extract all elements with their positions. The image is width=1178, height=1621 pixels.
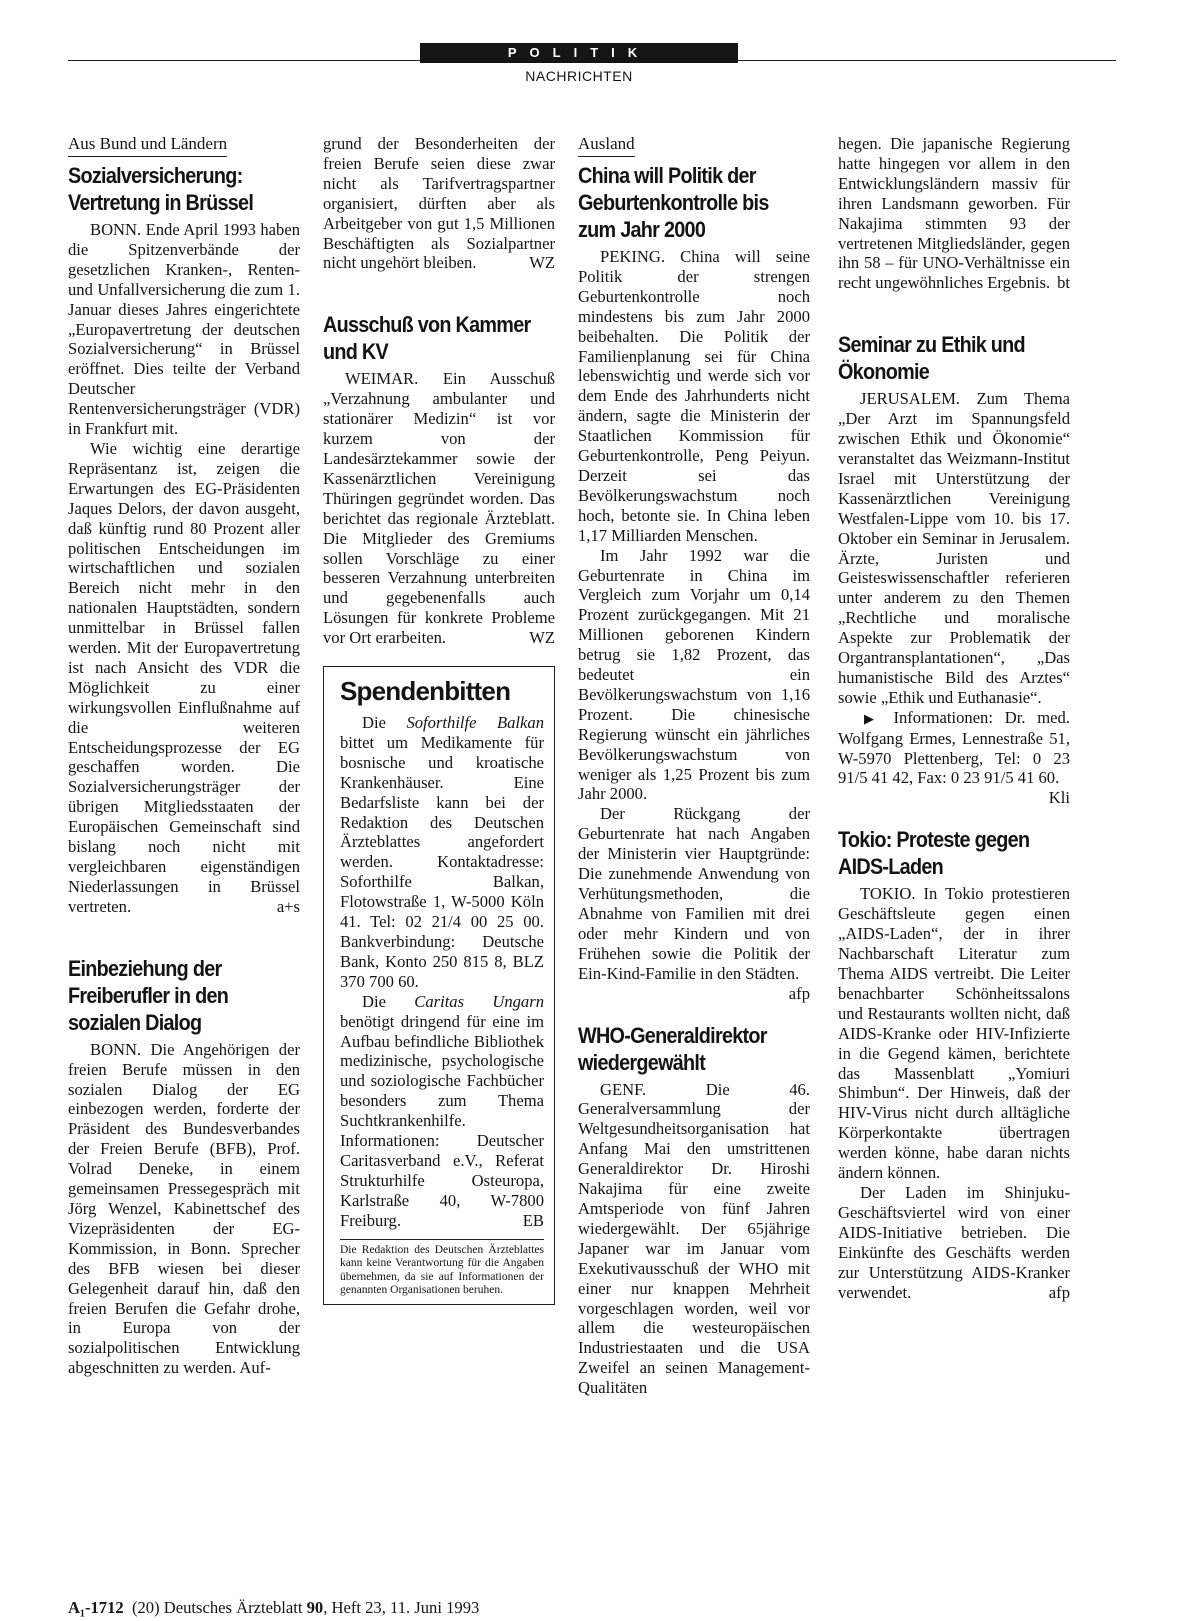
author-signature: WZ xyxy=(529,628,555,648)
author-signature: Kli xyxy=(1048,788,1070,808)
article-paragraph: Wie wichtig eine derartige Repräsentanz ist, zeigen die Erwartungen des EG-Präsidenten Jaques Delors, der davon ausgeht, daß künftig rund 80 Prozent aller politischen Entscheidungen im wirtschaftlichen und sozialen Bereich nicht mehr in den nationalen Hauptstädten, sondern unmittelbar in Brüssel fallen werden. Mit der Europavertretung ist nach Ansicht des VDR die Möglichkeit zu einer wirkungsvollen Einflußnahme auf die weiteren Entscheidungsprozesse der EG geschaffen worden. Die Sozialversicherungsträger der übrigen Mitgliedsstaaten der Europäischen Gemeinschaft sind bislang noch nicht mit vergleichbaren eigenständigen Niederlassungen in Brüssel vertreten. a+s xyxy=(68,438,300,916)
article-paragraph: BONN. Ende April 1993 haben die Spitzenverbände der gesetzlichen Kranken-, Renten- und Unfallversicherung die zum 1. Januar dieses Jahres eingerichtete „Europavertretung der deutschen Sozialversicherung“ in Brüssel eröffnet. Dies teilte der Verband Deutscher Rentenversicherungsträger (VDR) in Frankfurt mit. xyxy=(68,220,300,439)
article-paragraph: BONN. Die Angehörigen der freien Berufe müssen in den sozialen Dialog der EG einbezogen werden, forderte der Präsident des Bundesverbandes der Freien Berufe (BFB), Prof. Volrad Deneke, in einem gemeinsamen Pressegespräch mit Jörg Wenzel, Kabinettschef des Vizepräsidenten der EG-Kommission, in Bonn. Sprecher des BFB wiesen bei dieser Gelegenheit darauf hin, daß den freien Berufen die Gefahr drohe, in Europa von der sozialpolitischen Entwicklung abgeschnitten zu werden. Auf- xyxy=(68,1039,300,1378)
column-1 xyxy=(68,134,300,1378)
author-signature: WZ xyxy=(529,253,555,273)
info-paragraph: ▶ Informationen: Dr. med. Wolfgang Ermes, Lennestraße 51, W-5970 Plettenberg, Tel: 0 23 91/5 41 42, Fax: 0 23 91/5 41 60. Kli xyxy=(838,707,1070,808)
journal-issue: , Heft 23, 11. Juni 1993 xyxy=(323,1598,480,1617)
journal-volume: 90 xyxy=(306,1598,324,1617)
article-paragraph: Im Jahr 1992 war die Geburtenrate in China im Vergleich zum Vorjahr um 0,14 Prozent zurückgegangen. Mit 21 Millionen geborenen Kindern betrug sie 1,82 Prozent, das bedeutet ein Bevölkerungswachstum von 1,16 Prozent. Die chinesische Regierung wünscht ein jährliches Bevölkerungswachstum von weniger als 1,25 Prozent bis zum Jahr 2000. xyxy=(578,545,810,804)
kicker: Ausland xyxy=(578,134,635,157)
article-title: Tokio: Proteste gegen AIDS-Laden xyxy=(838,827,1030,880)
page-number: A₁-1712 xyxy=(68,1598,124,1617)
box-paragraph: Die Soforthilfe Balkan bittet um Medikamente für bosnische und kroatische Krankenhäuser. Eine Bedarfsliste kann bei der Redaktion des Deutschen Ärzteblattes angefordert werden. Kontaktadresse: Soforthilfe Balkan, Flotowstraße 1, W-5000 Köln 41. Tel: 02 21/4 00 25 00. Bankverbindung: Deutsche Bank, Konto 250 815 8, BLZ 370 700 60. xyxy=(340,713,544,991)
box-title: Spendenbitten xyxy=(340,676,511,707)
article-paragraph: JERUSALEM. Zum Thema „Der Arzt im Spannungsfeld zwischen Ethik und Ökonomie“ veranstaltet das Weizmann-Institut Israel mit Unterstützung der Kassenärztlichen Vereinigung Westfalen-Lippe vom 10. bis 17. Oktober ein Seminar in Jerusalem. Ärzte, Juristen und Geisteswissenschaftler referieren unter anderem zu den Themen „Rechtliche und moralische Aspekte zur Problematik der Organtransplantationen“, „Das humanistische Bild des Arztes“ sowie „Ethik und Euthanasie“. xyxy=(838,389,1070,707)
article-paragraph: grund der Besonderheiten der freien Berufe seien diese zwar nicht als Tarifvertragspartner organisiert, dürften aber als Arbeitgeber von gut 1,5 Millionen Beschäftigten als Sozialpartner nicht ungehört bleiben. WZ xyxy=(323,134,555,273)
article-title: Ausschuß von Kammer und KV xyxy=(323,312,531,365)
author-signature: EB xyxy=(522,1210,544,1230)
box-disclaimer: Die Redaktion des Deutschen Ärzteblattes kann keine Verantwortung für die Angaben übernehmen, da sie auf Informationen der genannten Organisationen beruhen. xyxy=(340,1239,544,1298)
article-title: Seminar zu Ethik und Ökonomie xyxy=(838,332,1025,385)
journal-ref: (20) Deutsches Ärzteblatt xyxy=(131,1598,303,1617)
article-title: Einbeziehung der Freiberufler in den sozialen Dialog xyxy=(68,955,229,1035)
triangle-icon: ▶ xyxy=(864,710,882,726)
article-paragraph: GENF. Die 46. Generalversammlung der Weltgesundheitsorganisation hat Anfang Mai den umstrittenen Generaldirektor Dr. Hiroshi Nakajima für eine zweite Amtsperiode von fünf Jahren wiedergewählt. Der 65jährige Japaner war im Januar vom Exekutivausschuß der WHO mit einer nur knappen Mehrheit vorgeschlagen worden, weil vor allem die westeuropäischen Industriestaaten und die USA Zweifel an seinen Management-Qualitäten xyxy=(578,1079,810,1398)
author-signature: afp xyxy=(1048,1282,1070,1302)
column-2 xyxy=(323,134,555,1305)
article-paragraph: PEKING. China will seine Politik der strengen Geburtenkontrolle noch mindestens bis zum Jahr 2000 beibehalten. Die Politik der Familienplanung sei für China lebenswichtig und werde sich vor dem Ende des Jahrhunderts nicht ändern, sagte die Ministerin der Staatlichen Kommission für Geburtenkontrolle, Peng Peiyun. Derzeit sei das Bevölkerungswachstum noch hoch, betonte sie. In China leben 1,17 Milliarden Menschen. xyxy=(578,247,810,545)
article-title: WHO-Generaldirektor wiedergewählt xyxy=(578,1022,767,1075)
article-title: Sozialversicherung: Vertretung in Brüssel xyxy=(68,163,254,215)
column-4 xyxy=(838,134,1070,1302)
article-title: China will Politik der Geburtenkontrolle bis zum Jahr 2000 xyxy=(578,163,769,242)
kicker: Aus Bund und Ländern xyxy=(68,134,227,157)
column-3 xyxy=(578,134,810,1398)
section-label: POLITIK xyxy=(420,43,738,63)
article-paragraph: WEIMAR. Ein Ausschuß „Verzahnung ambulanter und stationärer Medizin“ ist vor kurzem von der Landesärztekammer sowie der Kassenärztlichen Vereinigung Thüringen gegründet worden. Das berichtet das regionale Ärzteblatt. Die Mitglieder des Gremiums sollen Vorschläge zu einer besseren Verzahnung unterbreiten und gegebenenfalls auch Lösungen für konkrete Probleme vor Ort erarbeiten. WZ xyxy=(323,369,555,648)
article-paragraph: Der Rückgang der Geburtenrate hat nach Angaben der Ministerin vier Hauptgründe: Die zunehmende Anwendung von Verhütungsmethoden, die Abnahme von Familien mit drei oder mehr Kindern und von Frühehen sowie die Politik der Ein-Kind-Familie in den Städten. afp xyxy=(578,804,810,1003)
article-paragraph: TOKIO. In Tokio protestieren Geschäftsleute gegen einen „AIDS-Laden“, der in ihrer Nachbarschaft Literatur zum Thema AIDS vertreibt. Die Leiter benachbarter Schönheitssalons und Restaurants wollten nicht, daß AIDS-Kranke oder HIV-Infizierte in die Gegend kämen, berichtete das Massenblatt „Yomiuri Shimbun“. Der Hinweis, daß der HIV-Virus nicht durch alltägliche Körperkontakte übertragen werden könne, habe daran nichts ändern können. xyxy=(838,884,1070,1183)
author-signature: afp xyxy=(788,983,810,1003)
box-paragraph: Die Caritas Ungarn benötigt dringend für eine im Aufbau befindliche Bibliothek medizinische, psychologische und soziologische Fachbücher besonders zum Thema Suchtkrankenhilfe. Informationen: Deutscher Caritasverband e.V., Referat Strukturhilfe Osteuropa, Karlstraße 40, W-7800 Freiburg. EB xyxy=(340,991,544,1230)
author-signature: bt xyxy=(1057,273,1070,293)
article-paragraph: hegen. Die japanische Regierung hatte hingegen vor allem in den Entwicklungsländern massiv für ihren Landsmann geworben. Für Nakajima stimmten 93 der vertretenen Mitgliedsländer, gegen ihn 58 – für UNO-Verhältnisse ein recht ungewöhnliches Ergebnis. bt xyxy=(838,134,1070,293)
article-paragraph: Der Laden im Shinjuku-Geschäftsviertel wird von einer AIDS-Initiative betrieben. Die Einkünfte des Geschäfts werden zur Unterstützung AIDS-Kranker verwendet. afp xyxy=(838,1182,1070,1302)
page-footer xyxy=(68,1598,479,1618)
donation-box xyxy=(323,666,555,1305)
author-signature: a+s xyxy=(276,896,300,916)
subsection-label: NACHRICHTEN xyxy=(525,68,633,84)
